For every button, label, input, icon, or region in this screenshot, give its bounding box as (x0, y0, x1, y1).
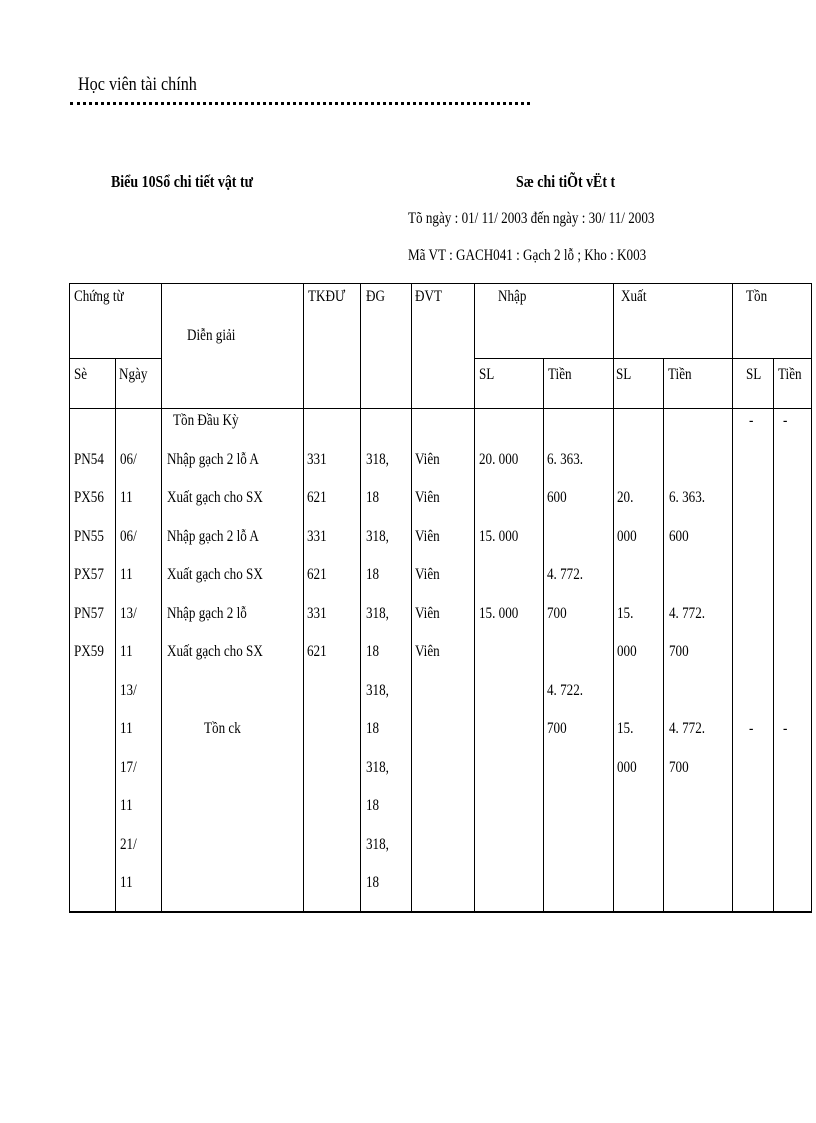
cell-xuat-tien: 6. 363. (669, 489, 706, 506)
cell-dg: 318, (366, 604, 389, 622)
cell-ton-sl: - (749, 412, 754, 429)
cell-tkdu: 331 (307, 450, 327, 468)
cell-nhap-sl: 15. 000 (479, 527, 519, 545)
header-nhap: Nhập (498, 288, 527, 305)
school-name: Học viên tài chính (78, 74, 197, 95)
header-nhap-tien: Tiền (548, 366, 572, 383)
header-tkdu: TKĐƯ (308, 288, 346, 305)
cell-dien-giai: Nhập gạch 2 lỗ A (167, 450, 259, 468)
page-header (70, 76, 530, 105)
cell-dien-giai: Nhập gạch 2 lỗ A (167, 527, 259, 545)
title-right: Sæ chi tiÕt vËt t (516, 172, 616, 191)
cell-so: PN54 (74, 450, 104, 468)
cell-dvt: Viên (415, 604, 440, 622)
material-line: Mã VT : GACH041 : Gạch 2 lỗ ; Kho : K003 (408, 247, 647, 264)
cell-so: PX59 (74, 643, 104, 660)
cell-dvt: Viên (415, 450, 440, 468)
cell-nhap-sl: 20. 000 (479, 450, 519, 468)
cell-dg: 18 (366, 874, 380, 891)
cell-dg: 318, (366, 450, 389, 468)
cell-dg: 318, (366, 681, 389, 699)
cell-ngay: 06/ (120, 450, 137, 468)
header-ton: Tồn (746, 288, 768, 305)
cell-tkdu: 331 (307, 604, 327, 622)
cell-xuat-sl: 000 (617, 527, 637, 545)
cell-tkdu: 621 (307, 643, 327, 660)
cell-dien-giai: Tồn ck (204, 720, 241, 737)
cell-ngay: 11 (120, 874, 133, 891)
cell-ngay: 11 (120, 720, 133, 737)
cell-xuat-tien: 700 (669, 643, 689, 660)
cell-xuat-sl: 20. (617, 489, 634, 506)
cell-nhap-tien: 700 (547, 604, 567, 622)
header-ton-sl: SL (746, 366, 762, 383)
cell-xuat-sl: 000 (617, 758, 637, 776)
cell-ngay: 21/ (120, 835, 137, 853)
cell-xuat-sl: 15. (617, 720, 634, 737)
cell-ton-tien: - (783, 412, 788, 429)
cell-ngay: 13/ (120, 681, 137, 699)
header-xuat: Xuất (621, 288, 647, 305)
header-nhap-sl: SL (479, 366, 495, 383)
cell-xuat-sl: 15. (617, 604, 634, 622)
cell-dg: 318, (366, 835, 389, 853)
cell-dg: 18 (366, 720, 380, 737)
header-xuat-sl: SL (616, 366, 632, 383)
cell-ngay: 13/ (120, 604, 137, 622)
cell-ton-sl: - (749, 720, 754, 737)
cell-ngay: 11 (120, 489, 133, 506)
cell-xuat-tien: 4. 772. (669, 720, 706, 737)
header-dien-giai: Diễn giải (187, 327, 236, 344)
cell-ngay: 11 (120, 643, 133, 660)
cell-ngay: 17/ (120, 758, 137, 776)
cell-xuat-tien: 700 (669, 758, 689, 776)
cell-dien-giai: Tồn Đầu Kỳ (173, 412, 239, 429)
cell-nhap-sl: 15. 000 (479, 604, 519, 622)
header-ton-tien: Tiền (778, 366, 802, 383)
cell-nhap-tien: 4. 722. (547, 681, 584, 699)
cell-dien-giai: Xuất gạch cho SX (167, 489, 263, 506)
cell-ton-tien: - (783, 720, 788, 737)
cell-dg: 18 (366, 566, 380, 583)
ledger-table (69, 283, 812, 912)
cell-dien-giai: Xuất gạch cho SX (167, 643, 263, 660)
cell-nhap-tien: 6. 363. (547, 450, 584, 468)
cell-ngay: 11 (120, 566, 133, 583)
cell-so: PN57 (74, 604, 104, 622)
cell-xuat-sl: 000 (617, 643, 637, 660)
header-dg: ĐG (366, 288, 385, 305)
cell-so: PN55 (74, 527, 104, 545)
cell-dg: 18 (366, 643, 380, 660)
cell-tkdu: 621 (307, 566, 327, 583)
cell-dien-giai: Xuất gạch cho SX (167, 566, 263, 583)
cell-nhap-tien: 4. 772. (547, 566, 584, 583)
cell-dvt: Viên (415, 489, 440, 506)
cell-dvt: Viên (415, 527, 440, 545)
period-line: Tõ ngày : 01/ 11/ 2003 đến ngày : 30/ 11/ 2003 (408, 210, 655, 227)
header-ngay: Ngày (119, 366, 148, 383)
cell-so: PX57 (74, 566, 104, 583)
title-left: Biểu 10Sổ chi tiết vật tư (111, 172, 253, 191)
header-so: Sè (74, 366, 88, 383)
cell-dg: 318, (366, 758, 389, 776)
header-chung-tu: Chứng từ (74, 288, 124, 305)
cell-dvt: Viên (415, 566, 440, 583)
cell-dg: 18 (366, 797, 380, 814)
cell-nhap-tien: 700 (547, 720, 567, 737)
header-dvt: ĐVT (415, 288, 442, 305)
cell-nhap-tien: 600 (547, 489, 567, 506)
cell-tkdu: 331 (307, 527, 327, 545)
cell-dvt: Viên (415, 643, 440, 660)
cell-dien-giai: Nhập gạch 2 lỗ (167, 604, 247, 622)
cell-tkdu: 621 (307, 489, 327, 506)
cell-ngay: 11 (120, 797, 133, 814)
cell-xuat-tien: 4. 772. (669, 604, 706, 622)
header-xuat-tien: Tiền (668, 366, 692, 383)
cell-so: PX56 (74, 489, 104, 506)
cell-dg: 318, (366, 527, 389, 545)
cell-dg: 18 (366, 489, 380, 506)
cell-xuat-tien: 600 (669, 527, 689, 545)
cell-ngay: 06/ (120, 527, 137, 545)
